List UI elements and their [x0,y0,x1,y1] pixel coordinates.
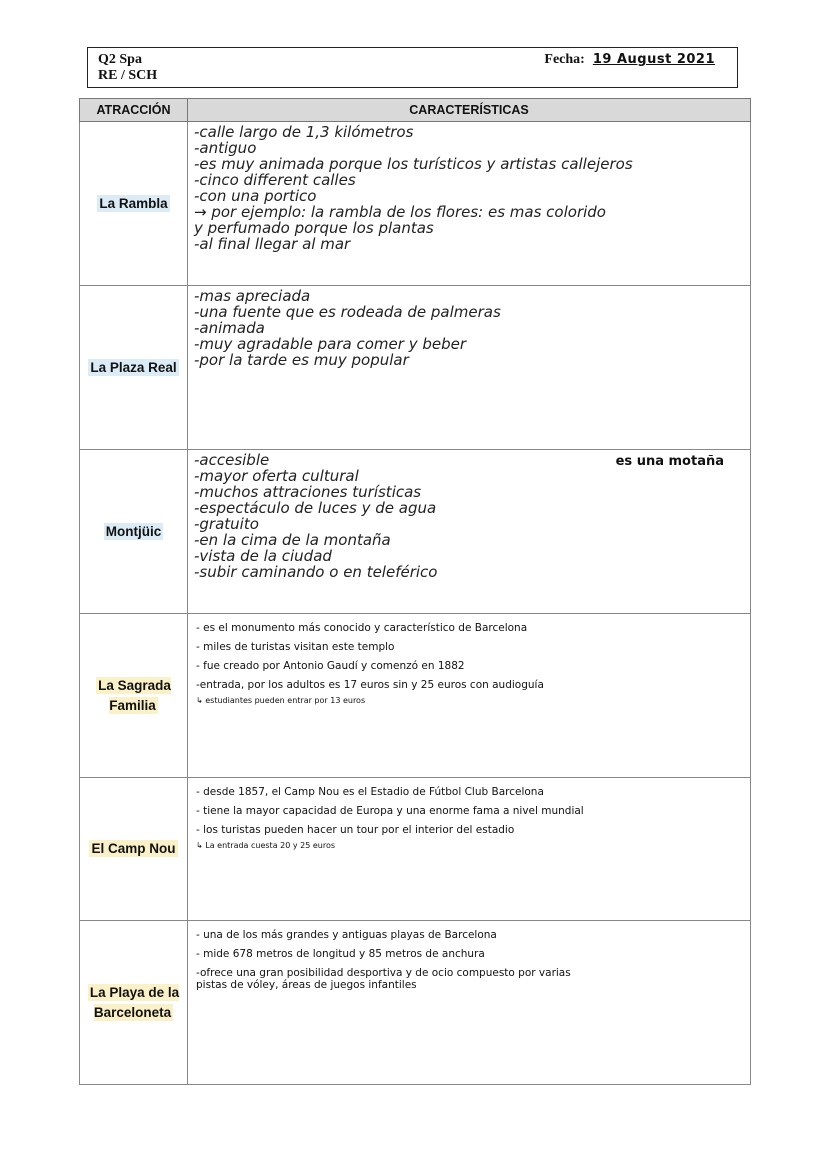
attraction-name: La Rambla [99,196,168,211]
table-row [80,614,751,778]
worksheet-header [87,47,738,88]
note-line: - fue creado por Antonio Gaudí y comenzó en 1882 [196,660,465,672]
table-row [80,778,751,921]
date-block [544,52,715,68]
table-header-row [80,99,751,122]
attraction-name: La Sagrada Familia [98,677,171,713]
features-cell [188,286,751,450]
attraction-cell [80,778,188,921]
attraction-cell [80,122,188,286]
note-line: - los turistas pueden hacer un tour por el interior del estadio [196,824,515,836]
attraction-cell [80,921,188,1085]
table-row [80,286,751,450]
note-line: -vista de la ciudad [194,547,332,565]
printed-notes [188,778,750,850]
note-line: pistas de vóley, áreas de juegos infantiles [196,979,417,991]
features-cell [188,921,751,1085]
note-line: -mas apreciada [194,287,311,305]
header-features: CARACTERÍSTICAS [188,99,751,122]
note-line: -subir caminando o en teleférico [194,563,438,581]
note-line: -muy agradable para comer y beber [194,335,466,353]
note-line: - tiene la mayor capacidad de Europa y una enorme fama a nivel mundial [196,805,584,817]
header-attraction: ATRACCIÓN [80,99,188,122]
note-line: -antiguo [194,139,257,157]
note-line: - mide 678 metros de longitud y 85 metros de anchura [196,948,485,960]
attraction-name: Montjüic [105,524,162,539]
features-cell [188,614,751,778]
table-row [80,450,751,614]
attraction-cell [80,614,188,778]
note-line: - miles de turistas visitan este templo [196,641,395,653]
note-line: -una fuente que es rodeada de palmeras [194,303,501,321]
attraction-name: El Camp Nou [91,841,176,856]
note-line: -mayor oferta cultural [194,467,359,485]
note-line: -accesible [194,451,270,469]
attraction-cell [80,286,188,450]
handwritten-notes [188,122,750,252]
note-line: - es el monumento más conocido y característico de Barcelona [196,622,528,634]
note-line: -en la cima de la montaña [194,531,391,549]
handwritten-notes [188,450,750,580]
attraction-name: La Plaza Real [90,360,177,375]
attraction-name: La Playa de la Barceloneta [89,984,180,1020]
note-line: -muchos attraciones turísticas [194,483,422,501]
printed-notes [188,921,750,991]
printed-notes [188,614,750,705]
table-row [80,122,751,286]
note-line: -ofrece una gran posibilidad desportiva y de ocio compuesto por varias [196,967,571,979]
features-cell [188,122,751,286]
note-line: -animada [194,319,265,337]
attractions-table [79,98,751,1085]
attraction-cell [80,450,188,614]
note-line: -espectáculo de luces y de agua [194,499,437,517]
note-line: - una de los más grandes y antiguas playas de Barcelona [196,929,497,941]
course-name: Q2 Spa [98,52,142,67]
course-info [98,52,157,84]
note-line: → por ejemplo: la rambla de los flores: es mas colorido [194,203,606,221]
note-line: -entrada, por los adultos es 17 euros sin y 25 euros con audioguía [196,679,544,691]
handwritten-notes [188,286,750,368]
features-cell [188,778,751,921]
note-line: -cinco different calles [194,171,356,189]
side-note: es una motaña [615,454,724,469]
note-line: y perfumado porque los plantas [194,219,434,237]
note-line: -al final llegar al mar [194,235,351,253]
section-name: RE / SCH [98,68,158,83]
note-line: -por la tarde es muy popular [194,351,409,369]
date-label: Fecha: [544,52,585,67]
note-line: ↳ La entrada cuesta 20 y 25 euros [196,841,336,850]
note-line: -es muy animada porque los turísticos y artistas callejeros [194,155,633,173]
features-cell [188,450,751,614]
table-row [80,921,751,1085]
note-line: -con una portico [194,187,317,205]
note-line: ↳ estudiantes pueden entrar por 13 euros [196,696,366,705]
note-line: -gratuito [194,515,259,533]
date-value: 19 August 2021 [592,52,715,67]
note-line: - desde 1857, el Camp Nou es el Estadio de Fútbol Club Barcelona [196,786,544,798]
note-line: -calle largo de 1,3 kilómetros [194,123,414,141]
